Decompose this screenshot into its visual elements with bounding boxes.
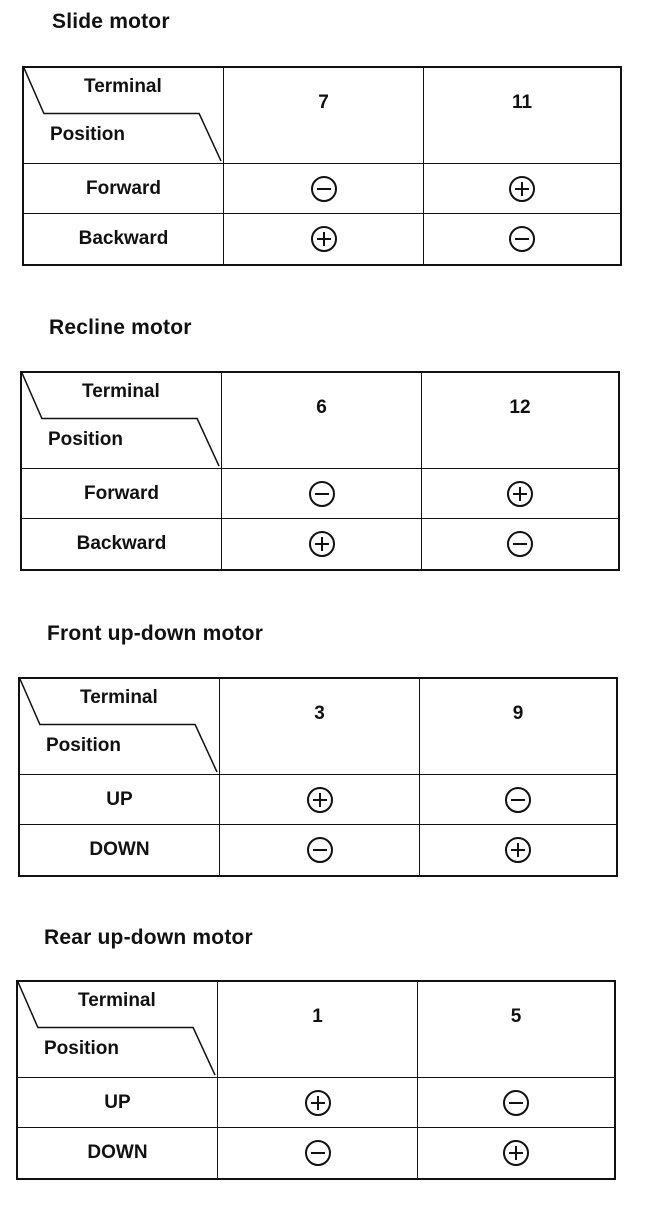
minus-sign-icon [505,787,531,813]
position-header-label: Position [48,429,123,450]
header-corner-cell [20,679,220,775]
terminal-header-label: Terminal [80,687,158,708]
terminal-header-label: Terminal [78,990,156,1011]
table-title: Front up-down motor [47,622,264,645]
position-label: UP [20,775,220,825]
sign-cell [224,214,424,264]
plus-sign-icon [507,481,533,507]
header-corner-cell [24,68,224,164]
terminal-header-label: Terminal [84,76,162,97]
terminal-number: 9 [420,679,616,775]
sign-cell [424,164,620,214]
position-header-label: Position [46,735,121,756]
table-title: Slide motor [52,10,170,33]
table-title: Recline motor [49,316,192,339]
position-label: Backward [24,214,224,264]
minus-sign-icon [507,531,533,557]
position-header-label: Position [44,1038,119,1059]
plus-sign-icon [505,837,531,863]
sign-cell [220,825,420,875]
plus-sign-icon [309,531,335,557]
terminal-table [20,371,620,571]
plus-sign-icon [509,176,535,202]
position-label: Forward [22,469,222,519]
terminal-number: 5 [418,982,614,1078]
sign-cell [422,519,618,569]
minus-sign-icon [307,837,333,863]
position-header-label: Position [50,124,125,145]
terminal-number: 11 [424,68,620,164]
plus-sign-icon [307,787,333,813]
sign-cell [218,1078,418,1128]
terminal-table [22,66,622,266]
position-label: DOWN [20,825,220,875]
terminal-number: 6 [222,373,422,469]
sign-cell [420,775,616,825]
sign-cell [222,469,422,519]
terminal-number: 12 [422,373,618,469]
sign-cell [422,469,618,519]
plus-sign-icon [503,1140,529,1166]
minus-sign-icon [305,1140,331,1166]
minus-sign-icon [311,176,337,202]
position-label: DOWN [18,1128,218,1178]
plus-sign-icon [305,1090,331,1116]
sign-cell [224,164,424,214]
terminal-header-label: Terminal [82,381,160,402]
position-label: UP [18,1078,218,1128]
sign-cell [418,1078,614,1128]
sign-cell [418,1128,614,1178]
terminal-table [16,980,616,1180]
sign-cell [222,519,422,569]
table-title: Rear up-down motor [44,926,253,949]
header-corner-cell [22,373,222,469]
terminal-number: 1 [218,982,418,1078]
position-label: Backward [22,519,222,569]
plus-sign-icon [311,226,337,252]
header-corner-cell [18,982,218,1078]
sign-cell [218,1128,418,1178]
terminal-table [18,677,618,877]
terminal-number: 3 [220,679,420,775]
minus-sign-icon [509,226,535,252]
minus-sign-icon [503,1090,529,1116]
sign-cell [420,825,616,875]
terminal-number: 7 [224,68,424,164]
position-label: Forward [24,164,224,214]
minus-sign-icon [309,481,335,507]
sign-cell [220,775,420,825]
sign-cell [424,214,620,264]
